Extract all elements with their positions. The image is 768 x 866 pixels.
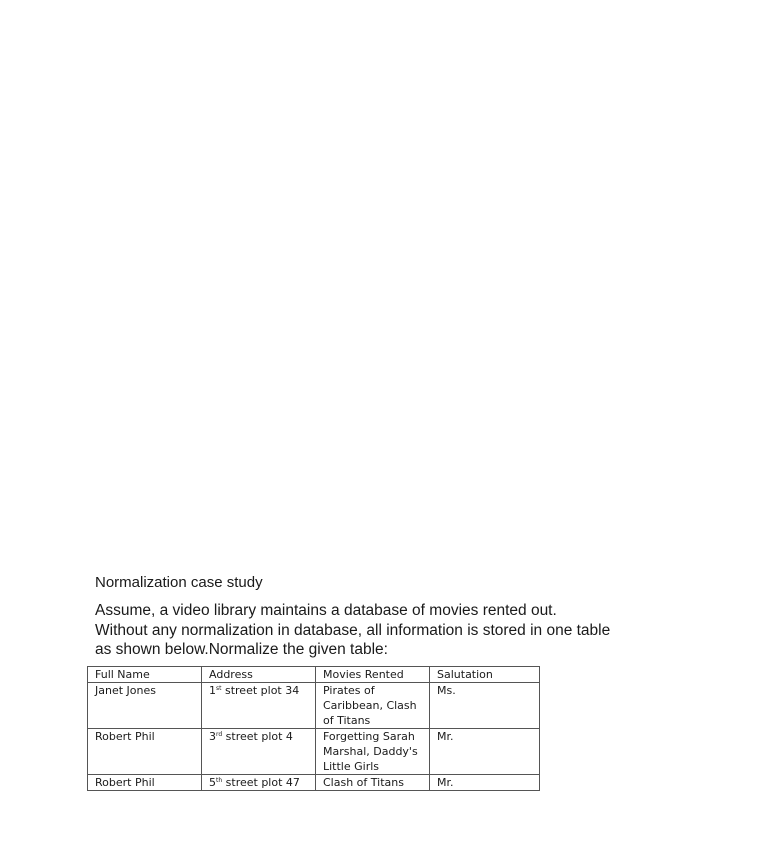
- cell-movies-rented: [316, 683, 430, 729]
- case-description-line: Assume, a video library maintains a database of movies rented out.: [95, 602, 557, 619]
- movie-line: Forgetting Sarah: [323, 730, 415, 743]
- header-movies-rented: Movies Rented: [316, 667, 430, 683]
- table-row: [88, 729, 540, 775]
- header-address: Address: [202, 667, 316, 683]
- cell-salutation: Mr.: [430, 775, 540, 791]
- address-rest: street plot 47: [222, 776, 300, 789]
- address-ordinal: rd: [216, 731, 223, 738]
- cell-full-name: Robert Phil: [88, 729, 202, 775]
- cell-full-name: Robert Phil: [88, 775, 202, 791]
- case-description-line: Without any normalization in database, all information is stored in one table: [95, 621, 611, 639]
- header-salutation: Salutation: [430, 667, 540, 683]
- cell-salutation: Mr.: [430, 729, 540, 775]
- cell-address: [202, 775, 316, 791]
- case-description: [95, 601, 695, 660]
- movie-line: Clash of Titans: [323, 776, 404, 789]
- cell-movies-rented: [316, 729, 430, 775]
- movie-line: Little Girls: [323, 760, 380, 773]
- cell-address: [202, 729, 316, 775]
- address-number: 1: [209, 684, 216, 697]
- cell-full-name: Janet Jones: [88, 683, 202, 729]
- address-rest: street plot 4: [222, 730, 293, 743]
- rentals-table: [87, 666, 540, 791]
- movie-line: Caribbean, Clash: [323, 699, 417, 712]
- address-number: 3: [209, 730, 216, 743]
- address-ordinal: st: [216, 685, 222, 692]
- case-description-line: as shown below.Normalize the given table:: [95, 641, 388, 658]
- table-row: [88, 683, 540, 729]
- cell-address: [202, 683, 316, 729]
- movie-line: Pirates of: [323, 684, 375, 697]
- movie-line: of Titans: [323, 714, 371, 727]
- table-row: [88, 775, 540, 791]
- address-ordinal: th: [216, 777, 223, 784]
- cell-salutation: Ms.: [430, 683, 540, 729]
- address-rest: street plot 34: [221, 684, 300, 697]
- cell-movies-rented: [316, 775, 430, 791]
- header-full-name: Full Name: [88, 667, 202, 683]
- movie-line: Marshal, Daddy's: [323, 745, 418, 758]
- address-number: 5: [209, 776, 216, 789]
- document-heading: Normalization case study: [95, 574, 263, 591]
- table-header-row: [88, 667, 540, 683]
